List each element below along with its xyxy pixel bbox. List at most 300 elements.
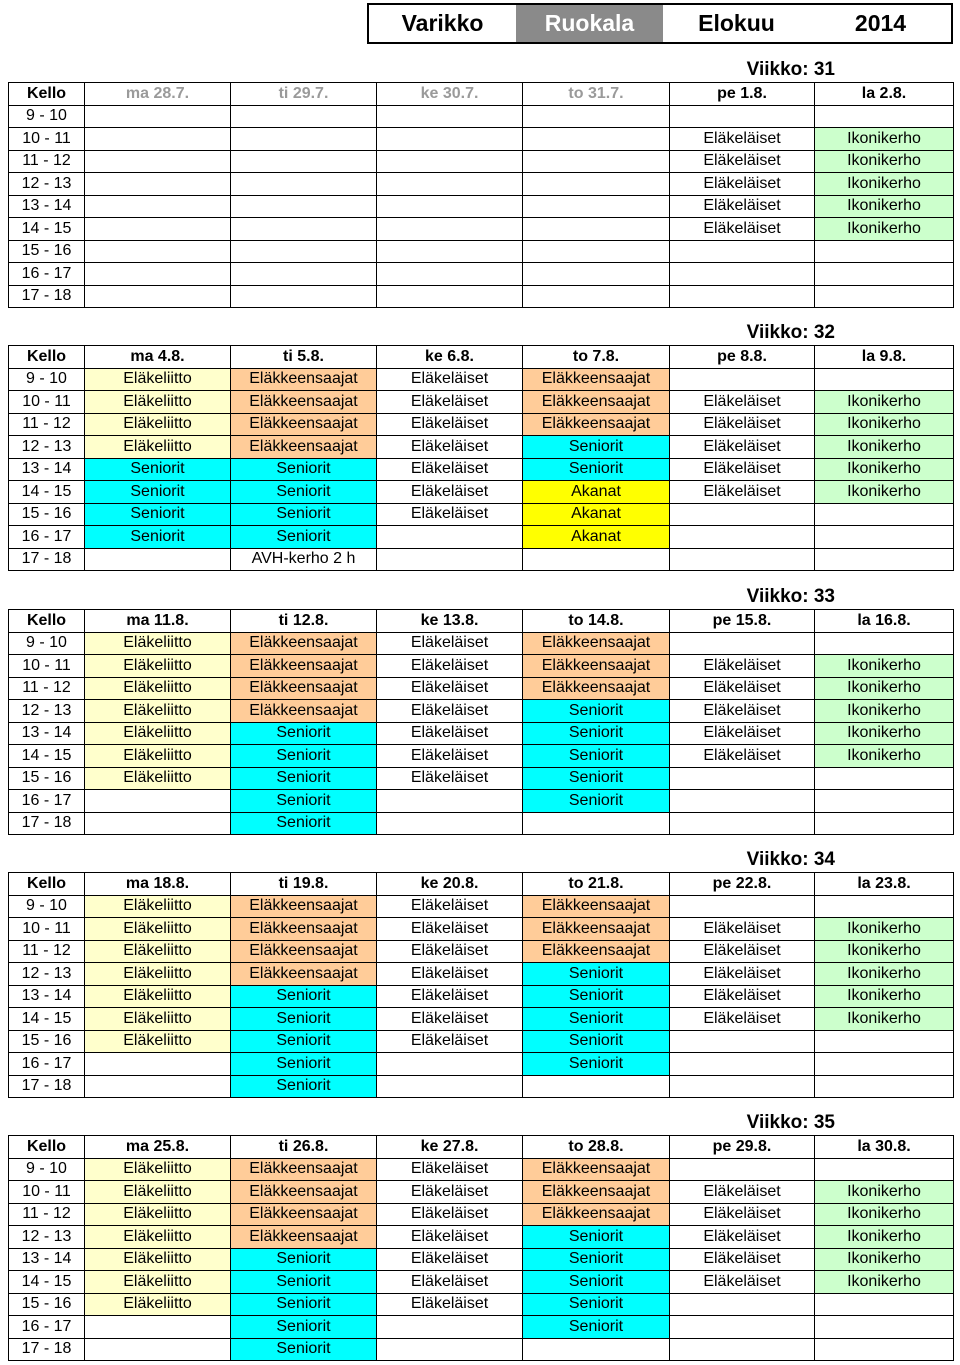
booking-cell: Ikonikerho	[815, 677, 954, 700]
booking-cell: Seniorit	[523, 1271, 670, 1294]
empty-cell	[377, 263, 523, 286]
time-row	[9, 285, 954, 308]
empty-cell	[523, 195, 670, 218]
time-row	[9, 895, 954, 918]
empty-cell	[815, 895, 954, 918]
booking-cell: Seniorit	[523, 963, 670, 986]
empty-cell	[377, 240, 523, 263]
empty-cell	[231, 240, 377, 263]
booking-cell: Eläkeliitto	[85, 368, 231, 391]
booking-cell: Eläkeläiset	[670, 1248, 815, 1271]
time-slot: 11 - 12	[9, 150, 85, 173]
booking-cell: Seniorit	[523, 1293, 670, 1316]
time-slot: 16 - 17	[9, 790, 85, 813]
booking-cell: Eläkeliitto	[85, 391, 231, 414]
booking-cell: Eläkkeensaajat	[231, 436, 377, 459]
day-header: ti 5.8.	[231, 346, 377, 369]
time-slot: 14 - 15	[9, 1271, 85, 1294]
booking-cell: Eläkeläiset	[670, 436, 815, 459]
booking-cell: Eläkkeensaajat	[231, 413, 377, 436]
day-header: ke 13.8.	[377, 610, 523, 633]
time-row	[9, 940, 954, 963]
week-label: Viikko: 35	[746, 1112, 835, 1133]
header-year: 2014	[854, 10, 907, 36]
booking-cell: Eläkeliitto	[85, 918, 231, 941]
booking-cell: Eläkeläiset	[670, 985, 815, 1008]
time-slot: 10 - 11	[9, 655, 85, 678]
day-header: la 30.8.	[815, 1136, 954, 1159]
booking-cell: Eläkkeensaajat	[231, 1181, 377, 1204]
booking-cell: Eläkeläiset	[377, 391, 523, 414]
booking-cell: Seniorit	[523, 700, 670, 723]
week-schedule-table	[8, 345, 954, 571]
empty-cell	[377, 548, 523, 571]
booking-cell: Seniorit	[231, 722, 377, 745]
day-header: ti 26.8.	[231, 1136, 377, 1159]
booking-cell: Seniorit	[231, 1338, 377, 1361]
booking-cell: Eläkkeensaajat	[231, 1226, 377, 1249]
time-row	[9, 655, 954, 678]
booking-cell: Ikonikerho	[815, 481, 954, 504]
booking-cell: Ikonikerho	[815, 1008, 954, 1031]
time-row	[9, 1030, 954, 1053]
empty-cell	[377, 812, 523, 835]
booking-cell: Akanat	[523, 526, 670, 549]
booking-cell: Eläkkeensaajat	[523, 895, 670, 918]
time-row	[9, 105, 954, 128]
booking-cell: Seniorit	[231, 767, 377, 790]
empty-cell	[231, 263, 377, 286]
booking-cell: Eläkeläiset	[670, 1181, 815, 1204]
booking-cell: Ikonikerho	[815, 1203, 954, 1226]
empty-cell	[85, 790, 231, 813]
booking-cell: Eläkeläiset	[377, 1226, 523, 1249]
booking-cell: Ikonikerho	[815, 745, 954, 768]
day-header: pe 29.8.	[670, 1136, 815, 1159]
booking-cell: Eläkeläiset	[377, 655, 523, 678]
empty-cell	[377, 1053, 523, 1076]
empty-cell	[815, 1075, 954, 1098]
time-slot: 16 - 17	[9, 263, 85, 286]
empty-cell	[231, 173, 377, 196]
day-header: ke 30.7.	[377, 83, 523, 106]
time-row	[9, 632, 954, 655]
booking-cell: Eläkeläiset	[377, 1293, 523, 1316]
booking-cell: Eläkeläiset	[377, 436, 523, 459]
day-header: to 31.7.	[523, 83, 670, 106]
booking-cell: Seniorit	[85, 526, 231, 549]
header-row	[9, 873, 954, 896]
booking-cell: Seniorit	[231, 503, 377, 526]
booking-cell: Eläkkeensaajat	[523, 918, 670, 941]
time-row	[9, 1008, 954, 1031]
booking-cell: Seniorit	[523, 436, 670, 459]
booking-cell: Eläkeläiset	[377, 700, 523, 723]
empty-cell	[231, 128, 377, 151]
booking-cell: Seniorit	[523, 985, 670, 1008]
booking-cell: Eläkkeensaajat	[231, 700, 377, 723]
booking-cell: Eläkeläiset	[377, 481, 523, 504]
booking-cell: Seniorit	[231, 812, 377, 835]
booking-cell: Seniorit	[231, 1030, 377, 1053]
booking-cell: Eläkeläiset	[670, 963, 815, 986]
booking-cell: Seniorit	[523, 745, 670, 768]
booking-cell: Akanat	[523, 503, 670, 526]
kello-header: Kello	[9, 610, 85, 633]
empty-cell	[85, 263, 231, 286]
booking-cell: Eläkeliitto	[85, 677, 231, 700]
time-slot: 9 - 10	[9, 895, 85, 918]
time-slot: 12 - 13	[9, 700, 85, 723]
time-row	[9, 1181, 954, 1204]
empty-cell	[231, 105, 377, 128]
empty-cell	[815, 1030, 954, 1053]
booking-cell: Ikonikerho	[815, 128, 954, 151]
booking-cell: Ikonikerho	[815, 1248, 954, 1271]
booking-cell: Seniorit	[85, 503, 231, 526]
booking-cell: Ikonikerho	[815, 1226, 954, 1249]
booking-cell: Eläkeläiset	[670, 391, 815, 414]
time-slot: 15 - 16	[9, 1030, 85, 1053]
time-row	[9, 548, 954, 571]
header-row	[9, 1136, 954, 1159]
booking-cell: Seniorit	[231, 1008, 377, 1031]
booking-cell: Eläkeliitto	[85, 700, 231, 723]
time-row	[9, 1271, 954, 1294]
time-slot: 11 - 12	[9, 677, 85, 700]
time-slot: 17 - 18	[9, 1075, 85, 1098]
booking-cell: Ikonikerho	[815, 195, 954, 218]
empty-cell	[670, 1030, 815, 1053]
day-header: pe 15.8.	[670, 610, 815, 633]
time-row	[9, 677, 954, 700]
booking-cell: Eläkeläiset	[377, 918, 523, 941]
booking-cell: Eläkeläiset	[670, 1271, 815, 1294]
week-schedule-table	[8, 1135, 954, 1361]
empty-cell	[670, 632, 815, 655]
week-label: Viikko: 33	[746, 586, 835, 607]
booking-cell: Eläkkeensaajat	[523, 413, 670, 436]
booking-cell: Seniorit	[231, 1248, 377, 1271]
booking-cell: Eläkeläiset	[670, 458, 815, 481]
day-header: ma 4.8.	[85, 346, 231, 369]
time-slot: 14 - 15	[9, 218, 85, 241]
time-slot: 9 - 10	[9, 1158, 85, 1181]
empty-cell	[85, 195, 231, 218]
empty-cell	[815, 632, 954, 655]
time-row	[9, 150, 954, 173]
empty-cell	[377, 1316, 523, 1339]
booking-cell: Ikonikerho	[815, 413, 954, 436]
empty-cell	[815, 526, 954, 549]
time-row	[9, 1316, 954, 1339]
booking-cell: Ikonikerho	[815, 963, 954, 986]
empty-cell	[231, 285, 377, 308]
booking-cell: Eläkeläiset	[377, 1248, 523, 1271]
day-header: to 21.8.	[523, 873, 670, 896]
booking-cell: Eläkeläiset	[377, 632, 523, 655]
booking-cell: Seniorit	[231, 1293, 377, 1316]
empty-cell	[523, 105, 670, 128]
empty-cell	[670, 368, 815, 391]
empty-cell	[523, 128, 670, 151]
time-row	[9, 700, 954, 723]
day-header: pe 1.8.	[670, 83, 815, 106]
empty-cell	[377, 128, 523, 151]
booking-cell: Eläkkeensaajat	[523, 391, 670, 414]
booking-cell: Eläkkeensaajat	[523, 655, 670, 678]
booking-cell: Eläkeläiset	[670, 1226, 815, 1249]
empty-cell	[815, 812, 954, 835]
empty-cell	[670, 895, 815, 918]
empty-cell	[670, 240, 815, 263]
booking-cell: Eläkeläiset	[377, 940, 523, 963]
empty-cell	[231, 218, 377, 241]
booking-cell: Seniorit	[523, 1248, 670, 1271]
week-schedule-table	[8, 872, 954, 1098]
day-header: la 16.8.	[815, 610, 954, 633]
empty-cell	[815, 767, 954, 790]
booking-cell: Eläkeliitto	[85, 413, 231, 436]
empty-cell	[231, 195, 377, 218]
booking-cell: Eläkeläiset	[670, 677, 815, 700]
time-row	[9, 391, 954, 414]
day-header: to 14.8.	[523, 610, 670, 633]
header-month: Elokuu	[698, 10, 775, 36]
booking-cell: Eläkkeensaajat	[231, 391, 377, 414]
time-slot: 14 - 15	[9, 745, 85, 768]
empty-cell	[670, 790, 815, 813]
empty-cell	[523, 812, 670, 835]
booking-cell: Eläkeläiset	[670, 173, 815, 196]
empty-cell	[670, 105, 815, 128]
booking-cell: Eläkkeensaajat	[523, 1158, 670, 1181]
empty-cell	[85, 548, 231, 571]
time-slot: 10 - 11	[9, 128, 85, 151]
booking-cell: Seniorit	[85, 458, 231, 481]
booking-cell: Eläkeläiset	[377, 1203, 523, 1226]
time-row	[9, 128, 954, 151]
booking-cell: Eläkkeensaajat	[523, 1181, 670, 1204]
empty-cell	[670, 1338, 815, 1361]
day-header: to 7.8.	[523, 346, 670, 369]
empty-cell	[85, 1053, 231, 1076]
empty-cell	[85, 812, 231, 835]
booking-cell: Eläkkeensaajat	[231, 368, 377, 391]
header-row	[9, 346, 954, 369]
time-slot: 12 - 13	[9, 963, 85, 986]
booking-cell: Seniorit	[523, 1316, 670, 1339]
day-header: ke 20.8.	[377, 873, 523, 896]
time-row	[9, 481, 954, 504]
time-slot: 10 - 11	[9, 391, 85, 414]
empty-cell	[377, 173, 523, 196]
kello-header: Kello	[9, 1136, 85, 1159]
booking-cell: Eläkkeensaajat	[231, 655, 377, 678]
kello-header: Kello	[9, 873, 85, 896]
empty-cell	[670, 1075, 815, 1098]
time-slot: 13 - 14	[9, 985, 85, 1008]
time-slot: 17 - 18	[9, 1338, 85, 1361]
booking-cell: Eläkeliitto	[85, 1293, 231, 1316]
empty-cell	[815, 1293, 954, 1316]
empty-cell	[377, 285, 523, 308]
booking-cell: Eläkeliitto	[85, 1271, 231, 1294]
time-slot: 16 - 17	[9, 1316, 85, 1339]
time-slot: 9 - 10	[9, 632, 85, 655]
empty-cell	[670, 1158, 815, 1181]
booking-cell: Eläkeliitto	[85, 1203, 231, 1226]
booking-cell: Seniorit	[523, 458, 670, 481]
empty-cell	[670, 1293, 815, 1316]
time-row	[9, 812, 954, 835]
time-slot: 12 - 13	[9, 1226, 85, 1249]
empty-cell	[523, 1075, 670, 1098]
booking-cell: Eläkeläiset	[670, 745, 815, 768]
booking-cell: Eläkkeensaajat	[231, 1203, 377, 1226]
empty-cell	[523, 548, 670, 571]
empty-cell	[815, 1158, 954, 1181]
booking-cell: Seniorit	[523, 1053, 670, 1076]
booking-cell: Eläkeläiset	[377, 895, 523, 918]
day-header: ti 12.8.	[231, 610, 377, 633]
booking-cell: Eläkeliitto	[85, 722, 231, 745]
day-header: ma 18.8.	[85, 873, 231, 896]
booking-cell: Eläkkeensaajat	[523, 940, 670, 963]
booking-cell: Ikonikerho	[815, 436, 954, 459]
time-row	[9, 767, 954, 790]
booking-cell: Ikonikerho	[815, 655, 954, 678]
time-slot: 16 - 17	[9, 1053, 85, 1076]
booking-cell: Eläkeläiset	[377, 963, 523, 986]
time-row	[9, 985, 954, 1008]
empty-cell	[815, 1316, 954, 1339]
time-row	[9, 526, 954, 549]
day-header: ke 27.8.	[377, 1136, 523, 1159]
time-slot: 16 - 17	[9, 526, 85, 549]
empty-cell	[815, 790, 954, 813]
time-slot: 14 - 15	[9, 1008, 85, 1031]
empty-cell	[85, 150, 231, 173]
time-row	[9, 1248, 954, 1271]
time-slot: 10 - 11	[9, 1181, 85, 1204]
booking-cell: Seniorit	[523, 1008, 670, 1031]
booking-cell: Seniorit	[231, 1075, 377, 1098]
booking-cell: Eläkeläiset	[377, 767, 523, 790]
time-row	[9, 173, 954, 196]
day-header: pe 8.8.	[670, 346, 815, 369]
time-slot: 15 - 16	[9, 767, 85, 790]
empty-cell	[85, 285, 231, 308]
booking-cell: Ikonikerho	[815, 218, 954, 241]
empty-cell	[815, 105, 954, 128]
empty-cell	[377, 195, 523, 218]
time-slot: 11 - 12	[9, 940, 85, 963]
empty-cell	[523, 263, 670, 286]
empty-cell	[377, 218, 523, 241]
booking-cell: Eläkeliitto	[85, 745, 231, 768]
time-row	[9, 218, 954, 241]
booking-cell: Seniorit	[231, 985, 377, 1008]
header-place: Varikko	[401, 10, 484, 36]
time-row	[9, 458, 954, 481]
empty-cell	[377, 150, 523, 173]
booking-cell: Eläkeläiset	[377, 985, 523, 1008]
time-slot: 12 - 13	[9, 173, 85, 196]
week-label: Viikko: 31	[746, 59, 835, 80]
empty-cell	[670, 1053, 815, 1076]
time-slot: 14 - 15	[9, 481, 85, 504]
day-header: la 23.8.	[815, 873, 954, 896]
empty-cell	[523, 150, 670, 173]
booking-cell: Eläkkeensaajat	[523, 677, 670, 700]
time-row	[9, 790, 954, 813]
page-header	[367, 3, 953, 44]
booking-cell: Eläkkeensaajat	[231, 895, 377, 918]
empty-cell	[85, 173, 231, 196]
empty-cell	[85, 240, 231, 263]
booking-cell: Ikonikerho	[815, 1181, 954, 1204]
kello-header: Kello	[9, 83, 85, 106]
booking-cell: Ikonikerho	[815, 722, 954, 745]
day-header: ma 11.8.	[85, 610, 231, 633]
booking-cell: Eläkkeensaajat	[231, 677, 377, 700]
booking-cell: Eläkkeensaajat	[231, 963, 377, 986]
booking-cell: Eläkkeensaajat	[231, 1158, 377, 1181]
empty-cell	[670, 548, 815, 571]
header-room: Ruokala	[516, 5, 663, 42]
time-row	[9, 1226, 954, 1249]
booking-cell: Eläkkeensaajat	[231, 918, 377, 941]
booking-cell: Eläkeläiset	[377, 1181, 523, 1204]
booking-cell: Eläkeliitto	[85, 940, 231, 963]
day-header: pe 22.8.	[670, 873, 815, 896]
empty-cell	[815, 548, 954, 571]
time-slot: 11 - 12	[9, 1203, 85, 1226]
booking-cell: Seniorit	[231, 1053, 377, 1076]
empty-cell	[523, 173, 670, 196]
booking-cell: Eläkkeensaajat	[523, 1203, 670, 1226]
empty-cell	[523, 240, 670, 263]
booking-cell: AVH-kerho 2 h	[231, 548, 377, 571]
booking-cell: Eläkkeensaajat	[523, 632, 670, 655]
booking-cell: Seniorit	[523, 722, 670, 745]
booking-cell: Eläkeläiset	[377, 1008, 523, 1031]
empty-cell	[815, 368, 954, 391]
booking-cell: Eläkeliitto	[85, 1226, 231, 1249]
booking-cell: Eläkeläiset	[670, 700, 815, 723]
booking-cell: Eläkeliitto	[85, 1158, 231, 1181]
time-row	[9, 1075, 954, 1098]
booking-cell: Eläkeläiset	[670, 150, 815, 173]
time-row	[9, 368, 954, 391]
booking-cell: Ikonikerho	[815, 918, 954, 941]
booking-cell: Akanat	[523, 481, 670, 504]
booking-cell: Eläkeläiset	[670, 481, 815, 504]
header-row	[9, 610, 954, 633]
booking-cell: Eläkeläiset	[377, 458, 523, 481]
empty-cell	[815, 1053, 954, 1076]
booking-cell: Seniorit	[231, 481, 377, 504]
empty-cell	[377, 105, 523, 128]
time-slot: 9 - 10	[9, 105, 85, 128]
time-slot: 17 - 18	[9, 812, 85, 835]
time-slot: 12 - 13	[9, 436, 85, 459]
empty-cell	[815, 503, 954, 526]
time-row	[9, 503, 954, 526]
empty-cell	[523, 218, 670, 241]
booking-cell: Seniorit	[523, 1226, 670, 1249]
